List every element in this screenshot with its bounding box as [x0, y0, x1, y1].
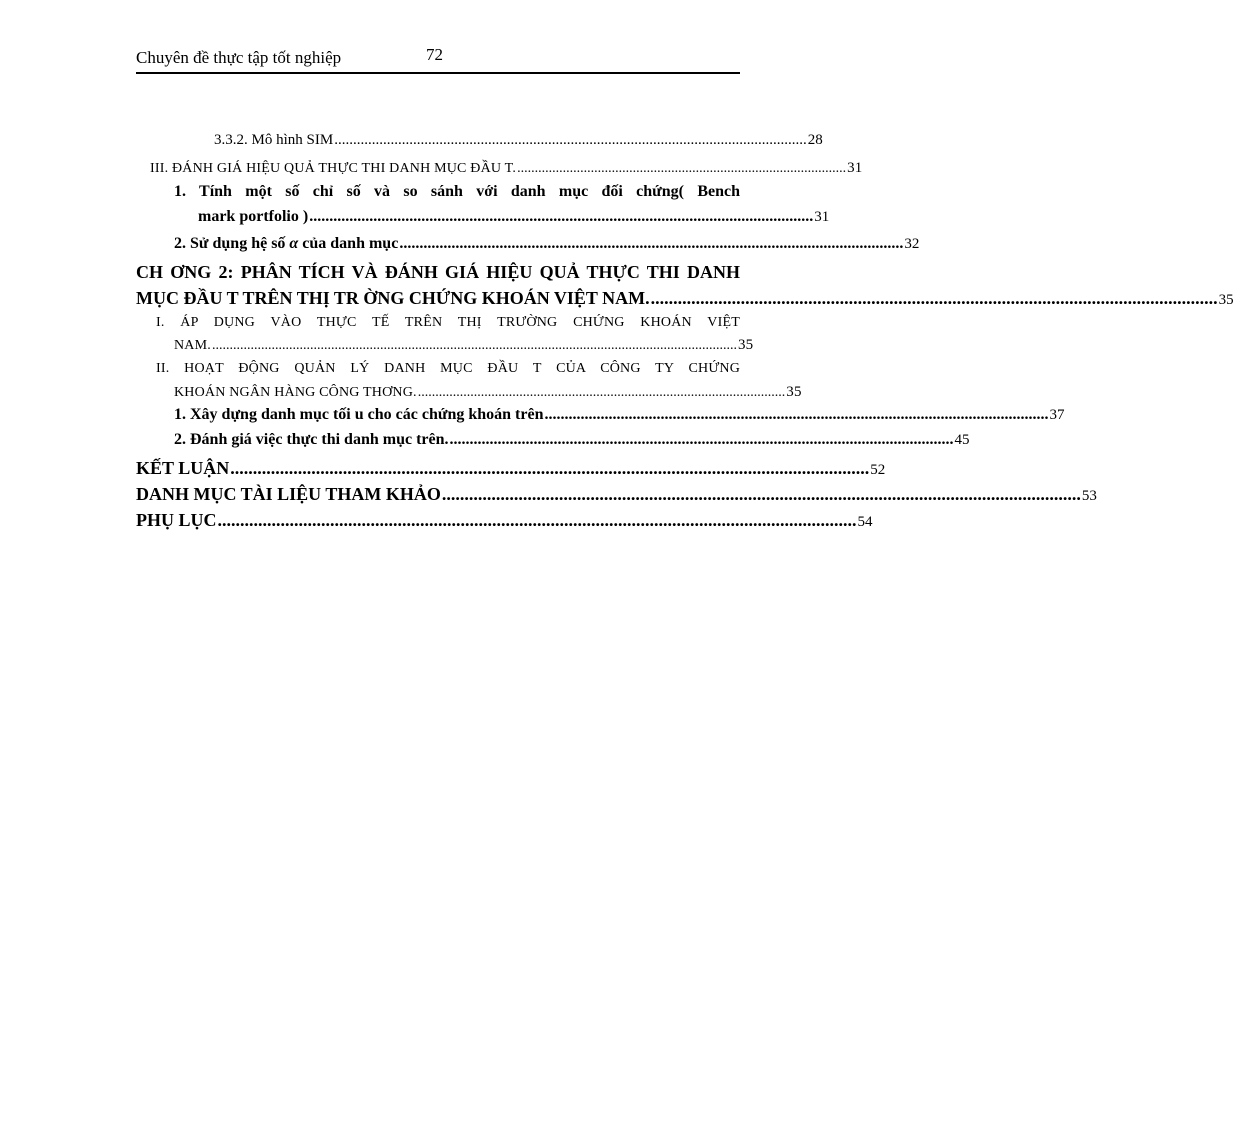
toc-label: 2. Đánh giá việc thực thi danh mục trên. [174, 431, 449, 448]
dot-leader: .............................................................................................................................. [334, 132, 807, 148]
toc-label: DANH MỤC TÀI LIỆU THAM KHẢO [136, 484, 441, 504]
toc-page: 52 [870, 462, 886, 478]
document-title: Chuyên đề thực tập tốt nghiệp [136, 48, 342, 67]
dot-leader: ...................................................................................................................................................... [211, 338, 737, 353]
dot-leader: .............................................................................................................................................. [441, 484, 1081, 504]
dot-leader: .............................................................................................................................................. [217, 510, 857, 530]
toc-entry-ii-2[interactable] [174, 431, 970, 449]
toc-label: 2. Sử dụng hệ số α của danh mục [174, 235, 399, 252]
dot-leader: .............................................................................................................................................. [230, 458, 870, 478]
toc-page: 54 [857, 514, 873, 530]
toc-page: 45 [954, 432, 970, 448]
toc-page: 31 [847, 160, 863, 176]
dot-leader: .............................................................................................. [517, 161, 847, 176]
toc-entry-ii[interactable] [174, 384, 802, 401]
dot-leader: .............................................................................................................................. [309, 208, 814, 225]
toc-label: 3.3.2. Mô hình SIM [214, 132, 334, 148]
toc-label: MỤC ĐẦU T TRÊN THỊ TR ỜNG CHỨNG KHOÁN VIỆT NAM. [136, 288, 650, 308]
toc-label: KẾT LUẬN [136, 458, 230, 478]
toc-label: NAM. [174, 338, 211, 353]
toc-entry-ii-line1[interactable]: II. HOẠT ĐỘNG QUẢN LÝ DANH MỤC ĐẦU T CỦA CÔNG TY CHỨNG [156, 361, 740, 376]
dot-leader: .............................................................................................................................. [544, 406, 1049, 423]
toc-entry-chapter-2[interactable] [136, 288, 1234, 309]
page-number: 72 [426, 45, 443, 64]
toc-page: 37 [1049, 407, 1065, 423]
toc-page: 53 [1081, 488, 1097, 504]
toc-page: 35 [1218, 292, 1234, 308]
toc-entry-ii-1[interactable] [174, 406, 1065, 424]
dot-leader: ......................................................................................................... [417, 385, 786, 400]
toc-label: KHOÁN NGÂN HÀNG CÔNG THƠNG. [174, 385, 417, 400]
toc-page: 35 [786, 384, 802, 400]
dot-leader: .............................................................................................................................. [399, 235, 904, 252]
toc-entry-3-3-2[interactable] [214, 132, 823, 149]
toc-entry-chapter-2-line1[interactable]: CH ƠNG 2: PHÂN TÍCH VÀ ĐÁNH GIÁ HIỆU QUẢ THỰC THI DANH [136, 262, 740, 282]
dot-leader: .............................................................................................................................. [650, 288, 1218, 308]
alpha-symbol: α [289, 235, 299, 252]
page-header [136, 40, 740, 74]
toc-entry-1-line1[interactable]: 1. Tính một số chỉ số và so sánh với danh mục đối chứng( Bench [174, 183, 740, 200]
toc-entry-i-line1[interactable]: I. ÁP DỤNG VÀO THỰC TẾ TRÊN THỊ TRƯỜNG CHỨNG KHOÁN VIỆT [156, 315, 740, 330]
toc-label: PHỤ LỤC [136, 510, 217, 530]
toc-entry-references[interactable] [136, 484, 1097, 505]
toc-entry-iii[interactable] [150, 160, 863, 177]
toc-label: III. ĐÁNH GIÁ HIỆU QUẢ THỰC THI DANH MỤC ĐẦU T. [150, 161, 517, 176]
toc-page: 35 [737, 337, 754, 353]
toc-label: 1. Xây dựng danh mục tối u cho các chứng khoán trên [174, 406, 544, 423]
toc-page: 28 [807, 132, 823, 148]
toc-entry-2[interactable] [174, 235, 920, 253]
toc-entry-i[interactable] [174, 337, 754, 354]
toc-entry-conclusion[interactable] [136, 458, 886, 479]
toc-label: mark portfolio ) [198, 208, 309, 225]
toc-page: 32 [904, 236, 920, 252]
toc-page: 31 [814, 209, 830, 225]
toc-entry-1[interactable] [198, 208, 830, 226]
toc-entry-appendix[interactable] [136, 510, 873, 531]
dot-leader: .............................................................................................................................. [449, 431, 954, 448]
